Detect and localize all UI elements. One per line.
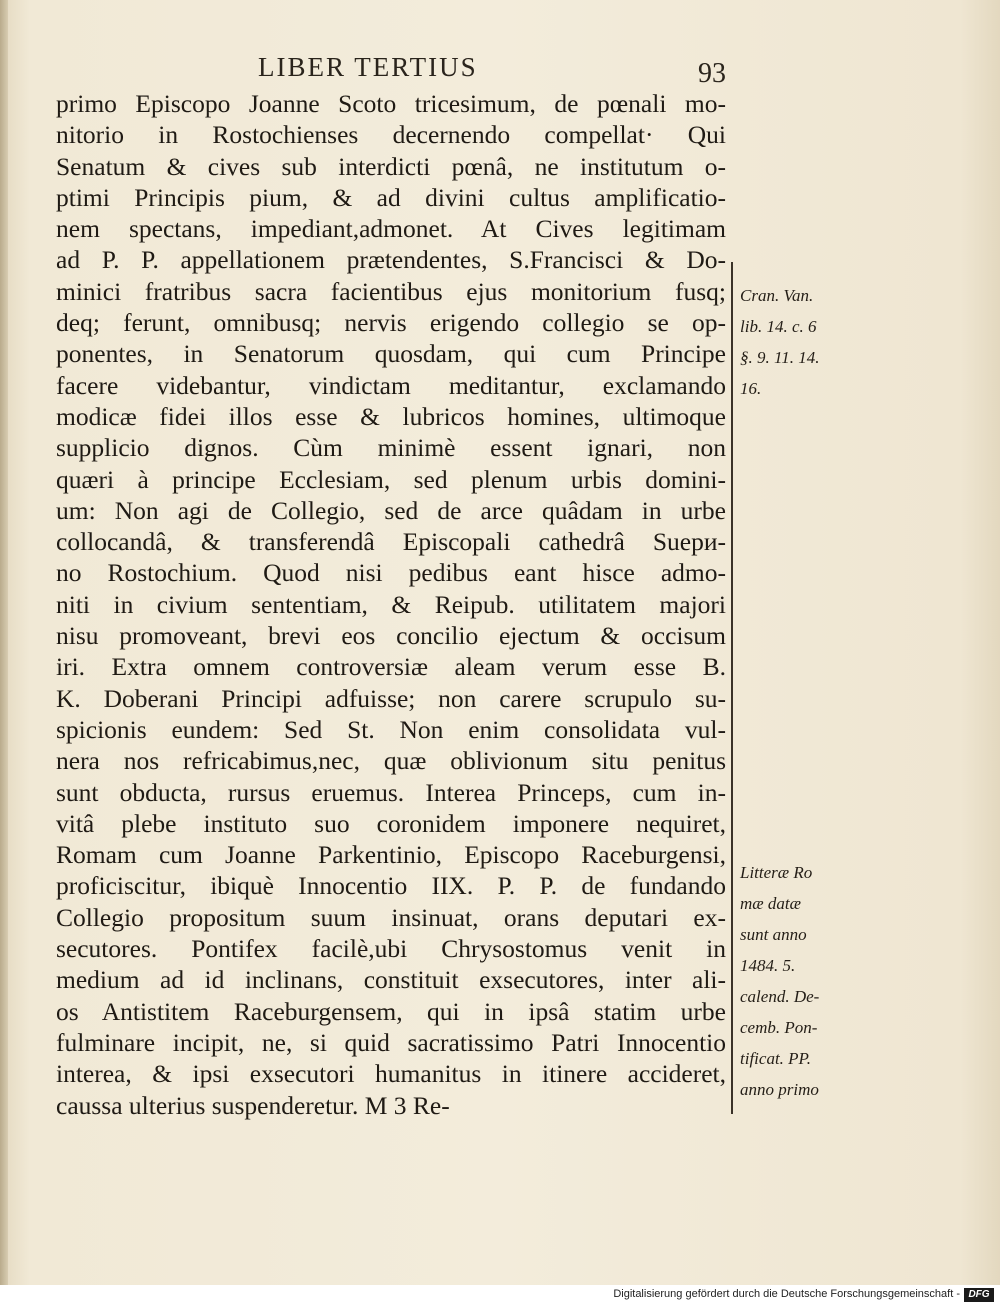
text-line: iri. Extra omnem controversiæ aleam verum esse B.	[56, 652, 726, 682]
margin-note-line: §. 9. 11. 14.	[740, 348, 820, 367]
margin-rule	[731, 262, 733, 1114]
page-number: 93	[698, 58, 726, 89]
text-line: os Antistitem Raceburgensem, qui in ipsâ statim urbe	[56, 996, 726, 1026]
text-line: um: Non agi de Collegio, sed de arce quâdam in urbe	[56, 495, 726, 525]
margin-note-line: cemb. Pon-	[740, 1018, 818, 1037]
dfg-logo: DFG	[964, 1288, 994, 1302]
text-line: ptimi Principis pium, & ad divini cultus amplificatio-	[56, 182, 726, 212]
running-head: LIBER TERTIUS	[258, 52, 478, 82]
body-text	[56, 88, 726, 1121]
text-line: nisu promoveant, brevi eos concilio ejectum & occisum	[56, 621, 726, 651]
text-line: ad P. P. appellationem prætendentes, S.Francisci & Do-	[56, 245, 726, 275]
text-line: modicæ fidei illos esse & lubricos homines, ultimoque	[56, 401, 726, 431]
text-line: Senatum & cives sub interdicti pœnâ, ne institutum o-	[56, 151, 726, 181]
margin-note-line: Cran. Van.	[740, 286, 814, 305]
margin-note-line: mæ datæ	[740, 894, 801, 913]
page-edge	[0, 0, 8, 1285]
text-line: deq; ferunt, omnibusq; nervis erigendo collegio se op-	[56, 308, 726, 338]
footer-credit: Digitalisierung gefördert durch die Deutsche Forschungsgemeinschaft -	[613, 1288, 960, 1300]
margin-note-letters	[740, 857, 850, 1105]
margin-note-line: 16.	[740, 379, 762, 398]
text-line: K. Doberani Principi adfuisse; non carere scrupulo su-	[56, 683, 726, 713]
margin-note-line: 1484. 5.	[740, 956, 796, 975]
text-line: fulminare incipit, ne, si quid sacratissimo Patri Innocentio	[56, 1027, 726, 1057]
text-line: proficiscitur, ibiquè Innocentio IIX. P. P. de fundando	[56, 871, 726, 901]
text-line: niti in civium sententiam, & Reipub. utilitatem majori	[56, 589, 726, 619]
margin-note-line: Litteræ Ro	[740, 863, 813, 882]
text-line: facere videbantur, vindictam meditantur, exclamando	[56, 370, 726, 400]
text-line-catchword: caussa ulterius suspenderetur. M 3 Re-	[56, 1090, 450, 1120]
text-line: spicionis eundem: Sed St. Non enim consolidata vul-	[56, 714, 726, 744]
text-line: nem spectans, impediant,admonet. At Cives legitimam	[56, 214, 726, 244]
text-line: ponentes, in Senatorum quosdam, qui cum Principe	[56, 339, 726, 369]
margin-note-line: tificat. PP.	[740, 1049, 811, 1068]
text-line: primo Episcopo Joanne Scoto tricesimum, de pœnali mo-	[56, 89, 726, 118]
text-line: Romam cum Joanne Parkentinio, Episcopo Raceburgensi,	[56, 840, 726, 870]
text-line: no Rostochium. Quod nisi pedibus eant hisce admo-	[56, 558, 726, 588]
text-line: vitâ plebe instituto suo coronidem imponere nequiret,	[56, 808, 726, 838]
text-line: collocandâ, & transferendâ Episcopali cathedrâ Suери-	[56, 527, 726, 557]
margin-note-line: anno primo	[740, 1080, 819, 1099]
text-line: medium ad id inclinans, constituit exsecutores, inter ali-	[56, 965, 726, 995]
text-line: nera nos refricabimus,nec, quæ oblivionum situ penitus	[56, 746, 726, 776]
text-line: minici fratribus sacra facientibus ejus monitorium fusq;	[56, 276, 726, 306]
text-line: quæri à principe Ecclesiam, sed plenum urbis domini-	[56, 464, 726, 494]
text-line: secutores. Pontifex facilè,ubi Chrysostomus venit in	[56, 934, 726, 964]
text-line: nitorio in Rostochienses decernendo compellat· Qui	[56, 120, 726, 150]
text-line: Collegio propositum suum insinuat, orans deputari ex-	[56, 902, 726, 932]
margin-note-citation	[740, 280, 850, 404]
text-line: supplicio dignos. Cùm minimè essent ignari, non	[56, 433, 726, 463]
text-line: interea, & ipsi exsecutori humanitus in itinere accideret,	[56, 1059, 726, 1089]
margin-note-line: lib. 14. c. 6	[740, 317, 817, 336]
text-line: sunt obducta, rursus eruemus. Interea Princeps, cum in-	[56, 777, 726, 807]
margin-note-line: calend. De-	[740, 987, 820, 1006]
margin-note-line: sunt anno	[740, 925, 807, 944]
digitization-footer	[0, 1285, 1000, 1306]
